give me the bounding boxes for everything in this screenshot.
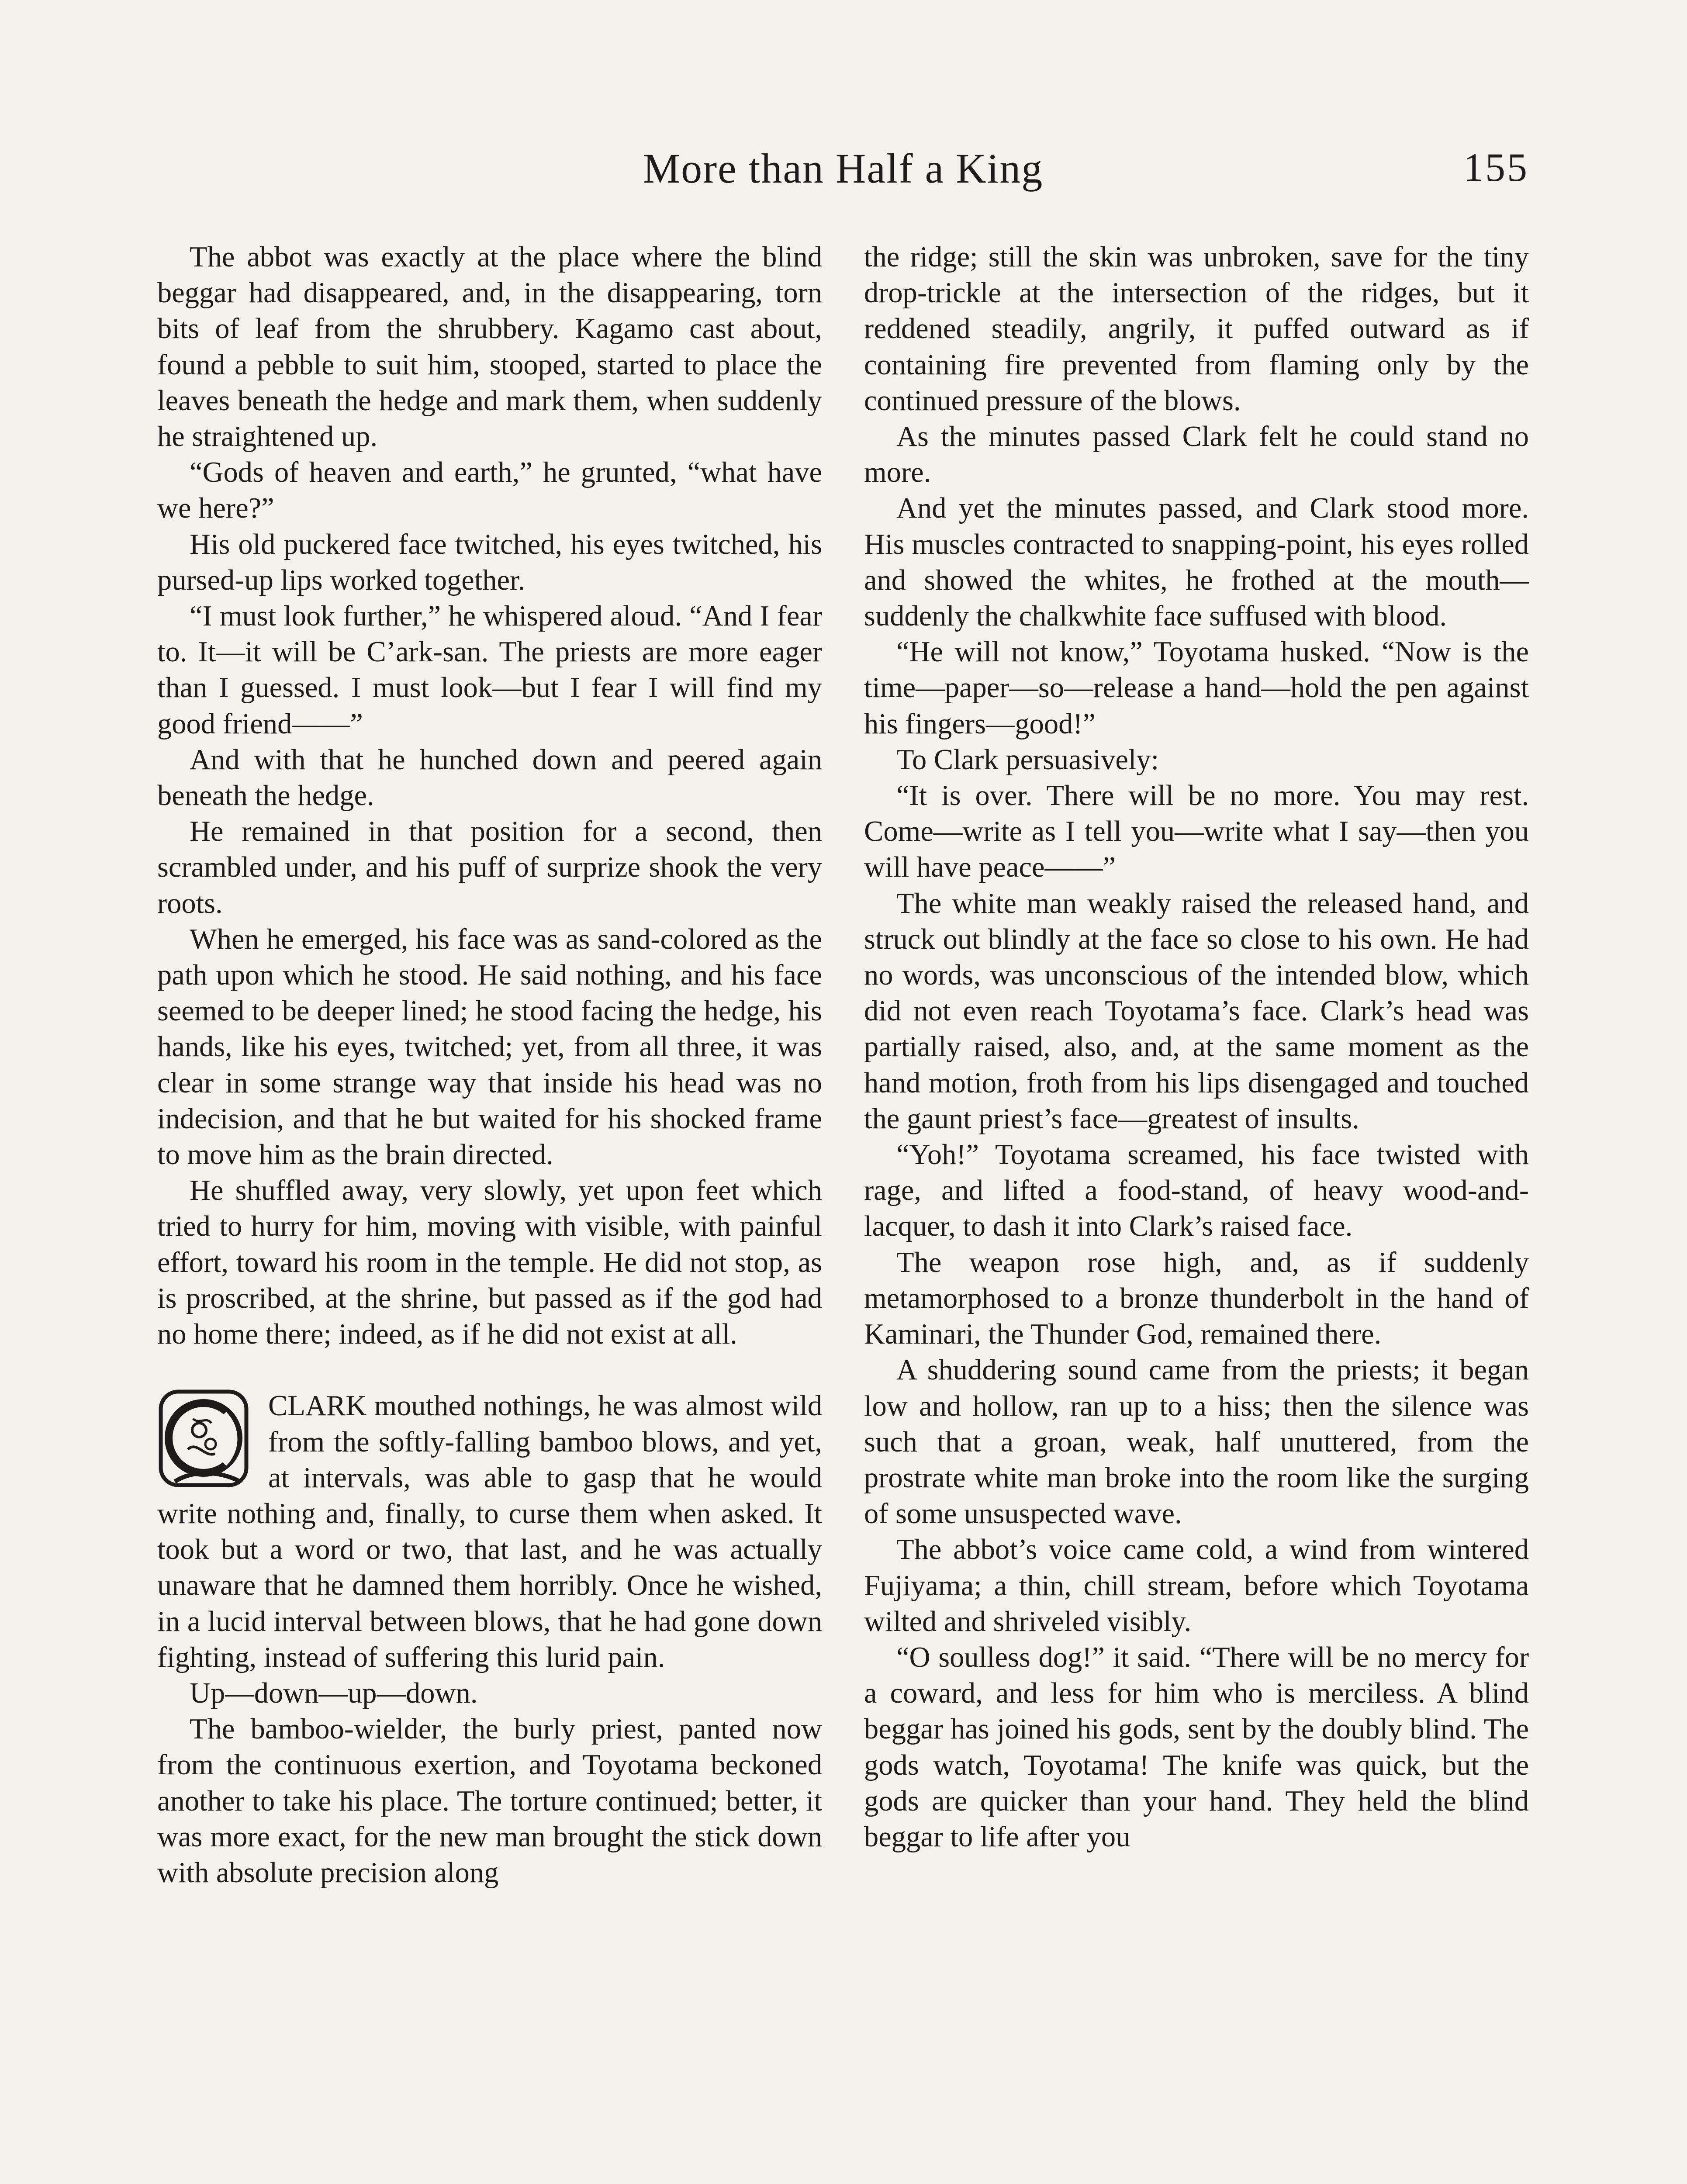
paragraph: To Clark persuasively: [896, 743, 1159, 776]
paragraph: When he emerged, his face was as sand-colored as the path upon which he stood. He said nothing, and his face seemed to be deeper lined; he stood facing the hedge, his hands, like his eyes, twitched; yet, from all three, it was clear in some strange way that inside his head was no indecision, and that he but waited for his shocked frame to move him as the brain directed. [157, 923, 822, 1171]
paragraph: The abbot’s voice came cold, a wind from wintered Fujiyama; a thin, chill stream, before which Toyotama wilted and shriveled visibly. [864, 1534, 1529, 1638]
running-title: More than Half a King [643, 145, 1044, 192]
paragraph: And yet the minutes passed, and Clark stood more. His muscles contracted to snapping-point, his eyes rolled and showed the whites, he frothed at the mouth—suddenly the chalkwhite face suffused with blood. [864, 492, 1529, 632]
paragraph: His old puckered face twitched, his eyes twitched, his pursed-up lips worked together. [157, 528, 822, 596]
paragraph: “Yoh!” Toyotama screamed, his face twisted with rage, and lifted a food-stand, of heavy wood-and-lacquer, to dash it into Clark’s raised face. [864, 1139, 1529, 1243]
paragraph: “He will not know,” Toyotama husked. “Now is the time—paper—so—release a hand—hold the pen against his fingers—good!” [864, 636, 1529, 740]
page-number: 155 [1463, 145, 1529, 190]
right-column [864, 239, 1529, 1855]
paragraph: The bamboo-wielder, the burly priest, panted now from the continuous exertion, and Toyotama beckoned another to take his place. The torture continued; better, it was more exact, for the new man brought the stick down with absolute precision along [157, 1713, 822, 1889]
paragraph: And with that he hunched down and peered again beneath the hedge. [157, 743, 822, 812]
paragraph: A shuddering sound came from the priests; it began low and hollow, ran up to a hiss; then the silence was such that a groan, weak, half unuttered, from the prostrate white man broke into the room like the surging of some unsuspected wave. [864, 1354, 1529, 1530]
paragraph: He remained in that position for a second, then scrambled under, and his puff of surprize shook the very roots. [157, 816, 822, 919]
ornamental-drop-cap-icon [157, 1388, 258, 1493]
paragraph: The white man weakly raised the released hand, and struck out blindly at the face so close to his own. He had no words, was unconscious of the intended blow, which did not even reach Toyotama’s face. Clark’s head was partially raised, also, and, at the same moment as the hand motion, froth from his lips disengaged and touched the gaunt priest’s face—greatest of insults. [864, 887, 1529, 1135]
paragraph: “O soulless dog!” it said. “There will be no mercy for a coward, and less for him who is merciless. A blind beggar has joined his gods, sent by the doubly blind. The gods watch, Toyotama! The knife was quick, but the gods are quicker than your hand. They held the blind beggar to life after you [864, 1641, 1529, 1853]
paragraph-continued: the ridge; still the skin was unbroken, save for the tiny drop-trickle at the intersection of the ridges, but it reddened steadily, angrily, it puffed outward as if containing fire prevented from flaming only by the continued pressure of the blows. [864, 241, 1529, 417]
paragraph: As the minutes passed Clark felt he could stand no more. [864, 421, 1529, 489]
paragraph: The weapon rose high, and, as if suddenly metamorphosed to a bronze thunderbolt in the hand of Kaminari, the Thunder God, remained there. [864, 1246, 1529, 1351]
paragraph: “I must look further,” he whispered aloud. “And I fear to. It—it will be C’ark-san. The priests are more eager than I guessed. I must look—but I fear I will find my good friend——” [157, 600, 822, 740]
left-column [157, 239, 822, 1891]
paragraph: Up—down—up—down. [190, 1677, 478, 1709]
paragraph: “Gods of heaven and earth,” he grunted, “what have we here?” [157, 456, 822, 525]
paragraph: “It is over. There will be no more. You may rest. Come—write as I tell you—write what I say—then you will have peace——” [864, 780, 1529, 884]
paragraph: He shuffled away, very slowly, yet upon feet which tried to hurry for him, moving with visible, with painful effort, toward his room in the temple. He did not stop, as is proscribed, at the shrine, but passed as if the god had no home there; indeed, as if he did not exist at all. [157, 1175, 822, 1351]
running-head [157, 144, 1529, 201]
section-lead-paragraph [157, 1388, 822, 1676]
paragraph: The abbot was exactly at the place where the blind beggar had disappeared, and, in the disappearing, torn bits of leaf from the shrubbery. Kagamo cast about, found a pebble to suit him, stooped, started to place the leaves beneath the hedge and mark them, when suddenly he straightened up. [157, 241, 822, 453]
section-lead-text: CLARK mouthed nothings, he was almost wild from the softly-falling bamboo blows, and yet, at intervals, was able to gasp that he would write nothing and, finally, to curse them when asked. It took but a word or two, that last, and he was actually unaware that he damned them horribly. Once he wished, in a lucid interval between blows, that he had gone down fighting, instead of suffering this lurid pain. [157, 1390, 822, 1673]
